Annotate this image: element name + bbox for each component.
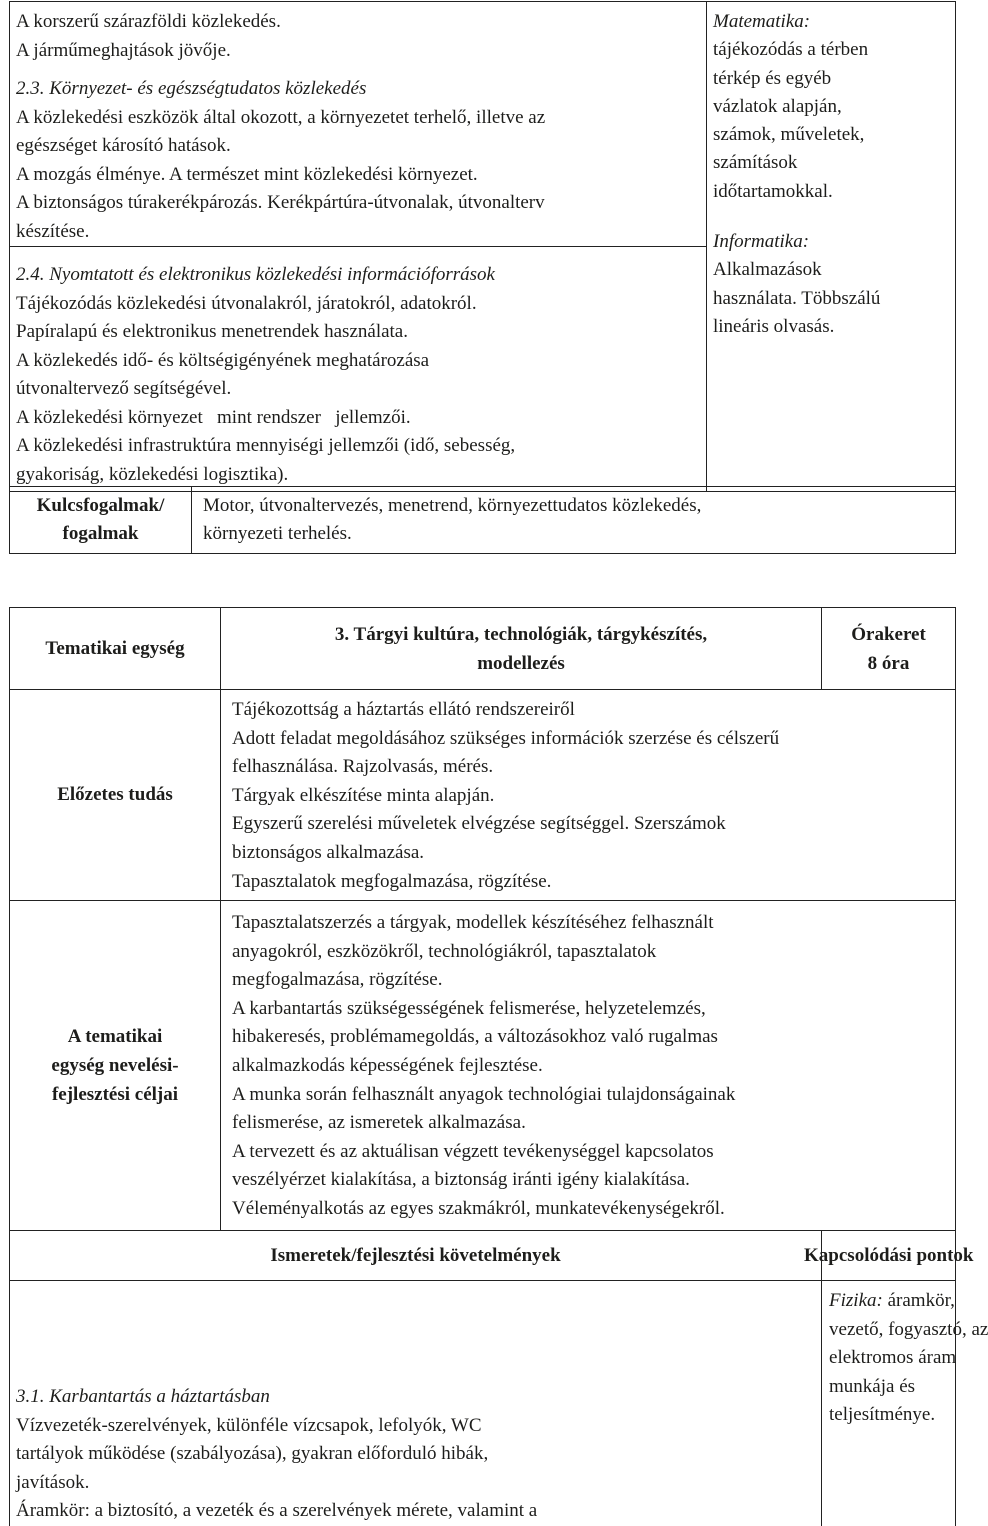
section-title-2-4: 2.4. Nyomtatott és elektronikus közlekedési információforrások	[16, 264, 495, 285]
prior-label: Előzetes tudás	[57, 784, 173, 805]
unit-label: Tematikai egység	[45, 637, 185, 659]
text-line: gyakoriság, közlekedési logisztika).	[16, 463, 289, 485]
text-line: javítások.	[16, 1471, 90, 1493]
text-line: A közlekedési eszközök által okozott, a környezetet terhelő, illetve az	[16, 106, 546, 128]
keywords-text: környezeti terhelés.	[203, 523, 352, 544]
section-title-3-1: 3.1. Karbantartás a háztartásban	[16, 1386, 270, 1407]
text-line: Tájékozódás közlekedési útvonalakról, járatokról, adatokról.	[16, 292, 477, 314]
text-line: számítások	[713, 152, 798, 174]
content-cell-upper	[10, 2, 707, 247]
section-title-2-3: 2.3. Környezet- és egészségtudatos közlekedés	[16, 78, 367, 99]
goals-label: egység nevelési-	[51, 1055, 179, 1076]
text-line: A közlekedés idő- és költségigényének meghatározása	[16, 349, 430, 371]
keywords-label: Kulcsfogalmak/	[36, 495, 165, 516]
text-line: alkalmazkodás képességének fejlesztése.	[232, 1054, 543, 1076]
text-line: anyagokról, eszközökről, technológiákról, tapasztalatok	[232, 940, 657, 962]
text-line: egészséget károsító hatások.	[16, 135, 231, 156]
text-line: A karbantartás szükségességének felismerése, helyzetelemzés,	[232, 997, 706, 1019]
text-line: A mozgás élménye. A természet mint közlekedési környezet.	[16, 163, 478, 185]
text-line: Véleményalkotás az egyes szakmákról, munkatevékenységekről.	[232, 1197, 725, 1219]
text-line: Papíralapú és elektronikus menetrendek használata.	[16, 321, 408, 342]
math-label: Matematika:	[713, 11, 811, 32]
links-cell	[707, 2, 956, 492]
text-line: készítése.	[16, 220, 90, 242]
text-line: Egyszerű szerelési műveletek elvégzése segítséggel. Szerszámok	[232, 813, 726, 835]
hours-value: 8 óra	[867, 652, 910, 674]
text-line: Tapasztalatok megfogalmazása, rögzítése.	[232, 870, 552, 892]
text-line: veszélyérzet kialakítása, a biztonság iránti igény kialakítása.	[232, 1169, 690, 1191]
prior-knowledge-cell	[221, 690, 956, 901]
text-line: lineáris olvasás.	[713, 315, 835, 337]
text-line: tájékozódás a térben	[713, 39, 869, 61]
text-line: munkája és	[829, 1375, 916, 1397]
unit-title: modellezés	[477, 652, 565, 674]
requirements-cell	[10, 1281, 822, 1526]
text-line: teljesítménye.	[829, 1404, 936, 1425]
text-line: Tárgyak elkészítése minta alapján.	[232, 784, 495, 806]
text-line: biztonságos alkalmazása.	[232, 841, 425, 863]
text-line: A közlekedési infrastruktúra mennyiségi jellemzői (idő, sebesség,	[16, 435, 516, 456]
text-line: használata. Többszálú	[713, 287, 881, 309]
text-line: tartályok működése (szabályozása), gyakran előforduló hibák,	[16, 1443, 489, 1464]
goals-label: fejlesztési céljai	[51, 1084, 179, 1105]
text-line: hibakeresés, problémamegoldás, a változásokhoz való rugalmas	[232, 1026, 718, 1048]
text-line: vezető, fogyasztó, az	[829, 1318, 988, 1340]
text-line: térkép és egyéb	[713, 67, 832, 89]
text-line: megfogalmazása, rögzítése.	[232, 969, 443, 991]
goals-label-cell	[10, 901, 221, 1231]
text-line: A közlekedési környezet mint rendszer jellemzői.	[16, 406, 411, 428]
text-line: időtartamokkal.	[713, 180, 833, 202]
hours-label: Órakeret	[851, 623, 926, 645]
physics-links-cell	[822, 1281, 988, 1526]
text-line: Alkalmazások	[713, 259, 822, 281]
text-line: felismerése, az ismeretek alkalmazása.	[232, 1112, 526, 1134]
text-line: A tervezett és az aktuálisan végzett tevékenységgel kapcsolatos	[232, 1140, 714, 1162]
text-line: Tájékozottság a háztartás ellátó rendszereiről	[232, 699, 575, 720]
keywords-label-cell	[10, 487, 192, 554]
physics-label: Fizika:	[829, 1290, 883, 1311]
text-line	[829, 1287, 955, 1316]
text-line: elektromos áram	[829, 1347, 957, 1368]
curriculum-table-transport	[9, 1, 956, 492]
keywords-text: Motor, útvonaltervezés, menetrend, környezettudatos közlekedés,	[203, 495, 702, 516]
requirements-header: Ismeretek/fejlesztési követelmények	[270, 1244, 561, 1266]
text-line: útvonaltervező segítségével.	[16, 378, 232, 399]
unit-title: 3. Tárgyi kultúra, technológiák, tárgykészítés,	[334, 623, 708, 645]
text-line: A járműmeghajtások jövője.	[16, 39, 231, 61]
keywords-table	[9, 486, 956, 554]
text-line: felhasználása. Rajzolvasás, mérés.	[232, 756, 494, 778]
text-line: A munka során felhasznált anyagok technológiai tulajdonságainak	[232, 1083, 736, 1105]
text-line: Adott feladat megoldásához szükséges információk szerzése és célszerű	[232, 727, 780, 749]
unit-label-cell	[10, 608, 221, 690]
goals-cell	[221, 901, 956, 1231]
text-line: Vízvezeték-szerelvények, különféle vízcsapok, lefolyók, WC	[16, 1414, 482, 1436]
links-header-cell	[804, 1231, 974, 1281]
requirements-header-cell	[10, 1231, 822, 1281]
text-line: Tapasztalatszerzés a tárgyak, modellek készítéséhez felhasznált	[232, 912, 714, 933]
physics-first: áramkör,	[882, 1290, 955, 1311]
unit-title-cell	[221, 608, 822, 690]
text-line: Áramkör: a biztosító, a vezeték és a szerelvények mérete, valamint a	[16, 1500, 538, 1521]
text-line: számok, műveletek,	[713, 124, 865, 146]
informatics-label: Informatika:	[713, 231, 810, 253]
text-line: A korszerű szárazföldi közlekedés.	[16, 11, 281, 32]
content-cell-lower	[10, 247, 707, 492]
prior-label-cell	[10, 690, 221, 901]
links-header: Kapcsolódási pontok	[804, 1244, 974, 1266]
hours-cell	[822, 608, 956, 690]
keywords-cell	[192, 487, 956, 554]
goals-label: A tematikai	[67, 1026, 163, 1047]
curriculum-table-technology	[9, 607, 988, 1526]
text-line: vázlatok alapján,	[713, 95, 842, 117]
keywords-label: fogalmak	[62, 523, 139, 544]
text-line: A biztonságos túrakerékpározás. Kerékpártúra-útvonalak, útvonalterv	[16, 192, 545, 213]
